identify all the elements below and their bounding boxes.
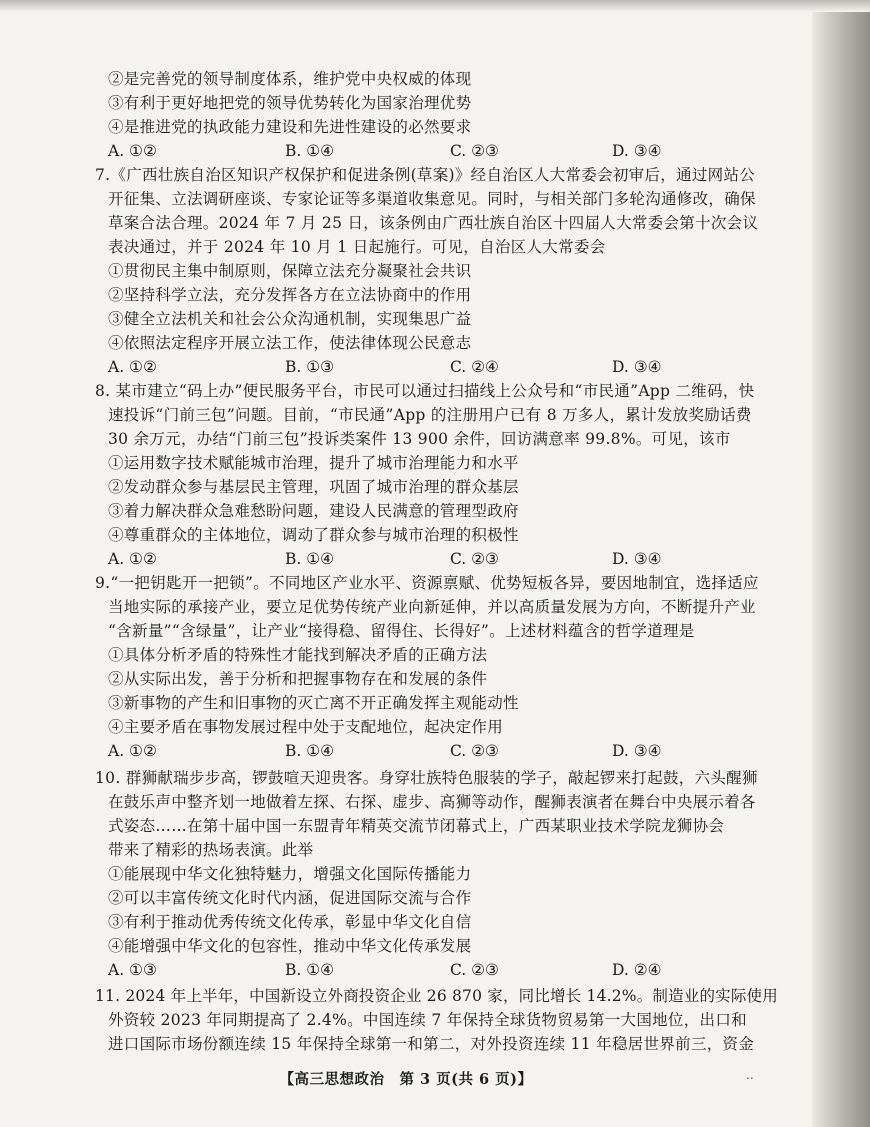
choice-a: A. ①② — [108, 742, 157, 760]
option-line: ②从实际出发，善于分析和把握事物存在和发展的条件 — [108, 670, 488, 688]
question-8-stem: 速投诉“门前三包”问题。目前，“市民通”App 的注册用户已有 8 万多人，累计发放奖励话费 — [108, 406, 752, 424]
question-11-stem: 11. 2024 年上半年，中国新设立外商投资企业 26 870 家，同比增长 14.2%。制造业的实际使用 — [95, 987, 778, 1005]
choice-b: B. ①④ — [285, 742, 335, 760]
choice-d: D. ③④ — [612, 742, 662, 760]
question-11-stem: 外资较 2023 年同期提高了 2.4%。中国连续 7 年保持全球货物贸易第一大国地位，出口和 — [108, 1011, 747, 1029]
choice-a: A. ①③ — [108, 961, 157, 979]
question-11-stem: 进口国际市场份额连续 15 年保持全球第一和第二，对外投资连续 11 年稳居世界前三，资金 — [108, 1035, 755, 1053]
option-line: ④能增强中华文化的包容性，推动中华文化传承发展 — [108, 937, 472, 955]
option-line: ②发动群众参与基层民主管理，巩固了城市治理的群众基层 — [108, 478, 519, 496]
option-line: ②坚持科学立法，充分发挥各方在立法协商中的作用 — [108, 286, 472, 304]
choice-c: C. ②③ — [450, 550, 499, 568]
option-line: ③着力解决群众急难愁盼问题，建设人民满意的管理型政府 — [108, 502, 519, 520]
option-line: ①运用数字技术赋能城市治理，提升了城市治理能力和水平 — [108, 454, 519, 472]
question-10-stem: 式姿态……在第十届中国一东盟青年精英交流节闭幕式上，广西某职业技术学院龙狮协会 — [108, 817, 725, 835]
option-line: ③健全立法机关和社会公众沟通机制，实现集思广益 — [108, 310, 472, 328]
choice-a: A. ①② — [108, 358, 157, 376]
option-line: ①贯彻民主集中制原则，保障立法充分凝聚社会共识 — [108, 262, 472, 280]
question-7-stem: 表决通过，并于 2024 年 10 月 1 日起施行。可见，自治区人大常委会 — [108, 238, 606, 256]
option-line: ③有利于推动优秀传统文化传承，彰显中华文化自信 — [108, 913, 472, 931]
question-8-stem: 30 余万元，办结“门前三包”投诉类案件 13 900 余件，回访满意率 99.8%。可见，该市 — [108, 430, 731, 448]
page-footer: 【高三思想政治 第 3 页(共 6 页)】 — [279, 1071, 533, 1088]
choice-c: C. ②③ — [450, 142, 499, 160]
question-10-stem: 在鼓乐声中整齐划一地做着左探、右探、虚步、高狮等动作，醒狮表演者在舞台中央展示着各 — [108, 793, 756, 811]
page-edge-shadow — [812, 0, 870, 1127]
choice-c: C. ②③ — [450, 742, 499, 760]
option-line: ①具体分析矛盾的特殊性才能找到解决矛盾的正确方法 — [108, 646, 488, 664]
corner-mark: .. — [746, 1068, 754, 1082]
option-line: ④依照法定程序开展立法工作，使法律体现公民意志 — [108, 334, 472, 352]
option-line: ④尊重群众的主体地位，调动了群众参与城市治理的积极性 — [108, 526, 519, 544]
choice-d: D. ③④ — [612, 358, 662, 376]
option-line: ③有利于更好地把党的领导优势转化为国家治理优势 — [108, 94, 472, 112]
choice-d: D. ③④ — [612, 142, 662, 160]
question-7-stem: 草案合法合理。2024 年 7 月 25 日，该条例由广西壮族自治区十四届人大常委会第十次会议 — [108, 214, 759, 232]
question-10-stem: 带来了精彩的热场表演。此举 — [108, 841, 314, 859]
option-line: ②是完善党的领导制度体系，维护党中央权威的体现 — [108, 70, 472, 88]
option-line: ①能展现中华文化独特魅力，增强文化国际传播能力 — [108, 865, 472, 883]
choice-a: A. ①② — [108, 142, 157, 160]
question-10-stem: 10. 群狮献瑞步步高，锣鼓喧天迎贵客。身穿壮族特色服装的学子，敲起锣来打起鼓，六头醒狮 — [95, 769, 758, 787]
choice-c: C. ②④ — [450, 358, 499, 376]
choice-b: B. ①③ — [285, 358, 335, 376]
question-7-stem: 开征集、立法调研座谈、专家论证等多渠道收集意见。同时，与相关部门多轮沟通修改，确保 — [108, 190, 756, 208]
option-line: ②可以丰富传统文化时代内涵，促进国际交流与合作 — [108, 889, 472, 907]
option-line: ④是推进党的执政能力建设和先进性建设的必然要求 — [108, 118, 472, 136]
question-9-stem: “含新量”“含绿量”，让产业“接得稳、留得住、长得好”。上述材料蕴含的哲学道理是 — [108, 622, 695, 640]
choice-d: D. ②④ — [612, 961, 662, 979]
choice-a: A. ①② — [108, 550, 157, 568]
choice-b: B. ①④ — [285, 142, 335, 160]
question-7-stem: 7.《广西壮族自治区知识产权保护和促进条例(草案)》经自治区人大常委会初审后，通过网站公 — [95, 166, 756, 184]
choice-b: B. ①④ — [285, 550, 335, 568]
option-line: ④主要矛盾在事物发展过程中处于支配地位，起决定作用 — [108, 718, 504, 736]
option-line: ③新事物的产生和旧事物的灭亡离不开正确发挥主观能动性 — [108, 694, 519, 712]
question-9-stem: 9.“一把钥匙开一把锁”。不同地区产业水平、资源禀赋、优势短板各异，要因地制宜，选择适应 — [95, 574, 759, 592]
question-9-stem: 当地实际的承接产业，要立足优势传统产业向新延伸，并以高质量发展为方向，不断提升产业 — [108, 598, 756, 616]
choice-c: C. ②③ — [450, 961, 499, 979]
choice-d: D. ③④ — [612, 550, 662, 568]
question-8-stem: 8. 某市建立“码上办”便民服务平台，市民可以通过扫描线上公众号和“市民通”App 二维码，快 — [95, 382, 755, 400]
choice-b: B. ①④ — [285, 961, 335, 979]
